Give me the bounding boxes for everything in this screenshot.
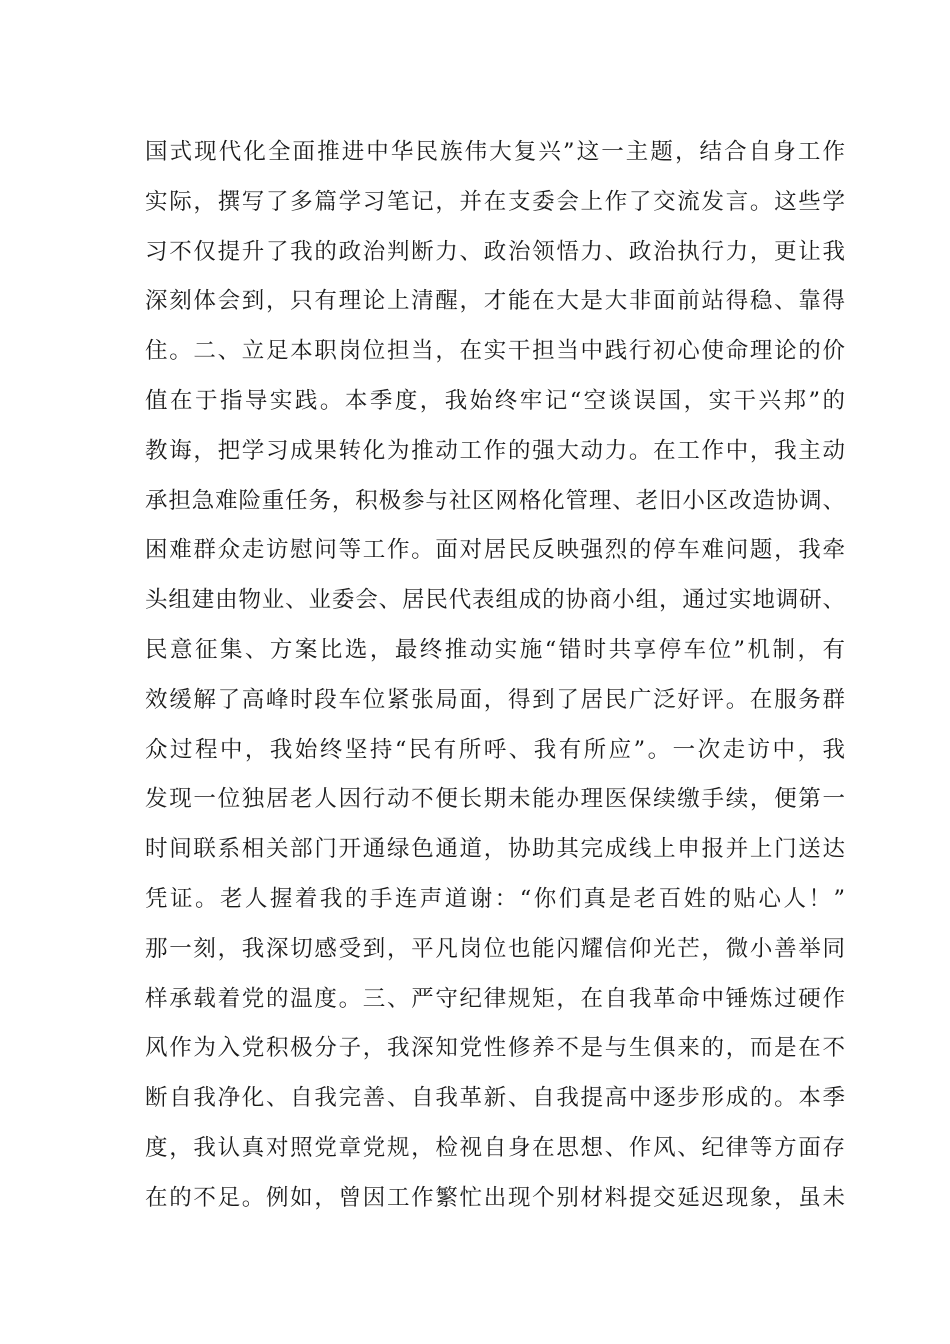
text-line: 众过程中，我始终坚持“民有所呼、我有所应”。一次走访中，我 [145, 736, 845, 763]
text-line: 发现一位独居老人因行动不便长期未能办理医保续缴手续，便第一 [145, 786, 845, 813]
text-line: 断自我净化、自我完善、自我革新、自我提高中逐步形成的。本季 [145, 1085, 845, 1112]
text-line: 住。二、立足本职岗位担当，在实干担当中践行初心使命理论的价 [145, 338, 845, 365]
text-line: 承担急难险重任务，积极参与社区网格化管理、老旧小区改造协调、 [145, 487, 845, 514]
text-line: 实际，撰写了多篇学习笔记，并在支委会上作了交流发言。这些学 [145, 188, 845, 215]
text-line: 时间联系相关部门开通绿色通道，协助其完成线上申报并上门送达 [145, 836, 845, 863]
text-line: 国式现代化全面推进中华民族伟大复兴”这一主题，结合自身工作 [145, 139, 845, 165]
text-line: 样承载着党的温度。三、严守纪律规矩，在自我革命中锤炼过硬作 [145, 985, 845, 1012]
text-line: 民意征集、方案比选，最终推动实施“错时共享停车位”机制，有 [145, 636, 845, 663]
text-line: 风作为入党积极分子，我深知党性修养不是与生俱来的，而是在不 [145, 1035, 845, 1062]
text-line: 凭证。老人握着我的手连声道谢：“你们真是老百姓的贴心人！” [145, 885, 845, 912]
text-line: 习不仅提升了我的政治判断力、政治领悟力、政治执行力，更让我 [145, 238, 845, 265]
text-line: 深刻体会到，只有理论上清醒，才能在大是大非面前站得稳、靠得 [145, 288, 845, 315]
body-text [145, 128, 845, 1224]
text-line: 头组建由物业、业委会、居民代表组成的协商小组，通过实地调研、 [145, 587, 845, 614]
text-line: 效缓解了高峰时段车位紧张局面，得到了居民广泛好评。在服务群 [145, 686, 845, 713]
text-line: 困难群众走访慰问等工作。面对居民反映强烈的停车难问题，我牵 [145, 537, 845, 564]
text-line: 度，我认真对照党章党规，检视自身在思想、作风、纪律等方面存 [145, 1134, 845, 1161]
text-line: 在的不足。例如，曾因工作繁忙出现个别材料提交延迟现象，虽未 [145, 1184, 845, 1211]
text-line: 那一刻，我深切感受到，平凡岗位也能闪耀信仰光芒，微小善举同 [145, 935, 845, 962]
text-line: 值在于指导实践。本季度，我始终牢记“空谈误国，实干兴邦”的 [145, 387, 845, 414]
text-line: 教诲，把学习成果转化为推动工作的强大动力。在工作中，我主动 [145, 437, 845, 464]
